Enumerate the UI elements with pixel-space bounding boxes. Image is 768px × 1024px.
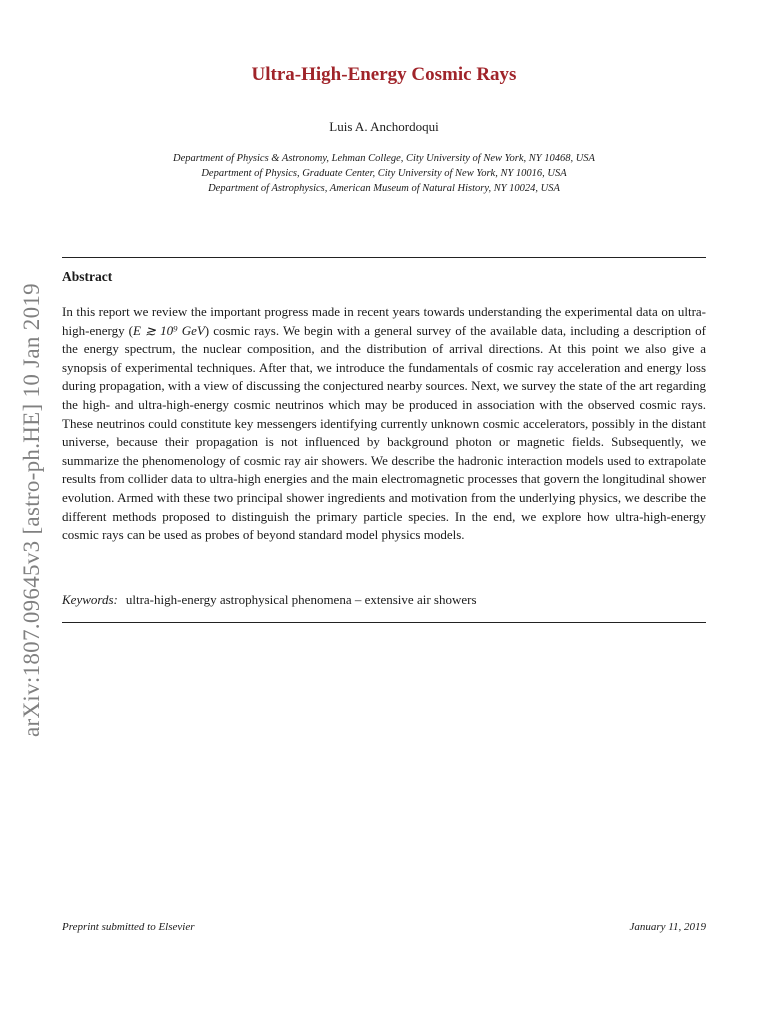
- paper-title: Ultra-High-Energy Cosmic Rays: [251, 64, 517, 85]
- abstract-text-part2: ) cosmic rays. We begin with a general survey of the available data, including a description of the energy spectrum, the nuclear composition, and the distribution of arrival directions. At this point we also give a synopsis of experimental techniques. After that, we introduce the fundamentals of cosmic ray acceleration and energy loss during propagation, with a view of discussing the conjectured nearby sources. Next, we survey the state of the art regarding the high- and ultra-high-energy cosmic neutrinos which may be produced in association with the observed cosmic rays. These neutrinos could constitute key messengers identifying currently unknown cosmic accelerators, possibly in the distant universe, because their propagation is not influenced by background photon or magnetic fields. Subsequently, we summarize the phenomenology of cosmic ray air showers. We describe the hadronic interaction models used to extrapolate results from collider data to ultra-high energies and the main electromagnetic processes that govern the longitudinal shower evolution. Armed with these two principal shower ingredients and motivation from the underlying physics, we describe the different methods proposed to distinguish the primary particle species. In the end, we explore how ultra-high-energy cosmic rays can be used as probes of beyond standard model physics models.: [62, 322, 707, 543]
- arxiv-identifier-stamp: arXiv:1807.09645v3 [astro-ph.HE] 10 Jan 2019: [19, 283, 44, 737]
- affiliation-3: Department of Astrophysics, American Museum of Natural History, NY 10024, USA: [208, 183, 560, 194]
- keywords-line: [62, 592, 477, 608]
- top-divider: [62, 257, 706, 258]
- affiliations: [0, 151, 768, 196]
- affiliation-1: Department of Physics & Astronomy, Lehman College, City University of New York, NY 10468, USA: [173, 153, 595, 164]
- preprint-note: Preprint submitted to Elsevier: [62, 921, 195, 933]
- bottom-divider: [62, 622, 706, 623]
- keywords-text: ultra-high-energy astrophysical phenomena – extensive air showers: [125, 592, 477, 607]
- abstract-body: [62, 303, 706, 545]
- abstract-text-part1: In this report we review the important progress made in recent years towards understanding the experimental data on ultra-high-energy (: [62, 304, 706, 338]
- affiliation-2: Department of Physics, Graduate Center, City University of New York, NY 10016, USA: [201, 168, 567, 179]
- abstract-heading: Abstract: [62, 269, 113, 284]
- keywords-label: Keywords:: [62, 592, 118, 607]
- author-name: Luis A. Anchordoqui: [329, 119, 439, 134]
- preprint-date: January 11, 2019: [629, 921, 706, 933]
- energy-threshold-math: E ≳ 10⁹ GeV: [133, 322, 205, 338]
